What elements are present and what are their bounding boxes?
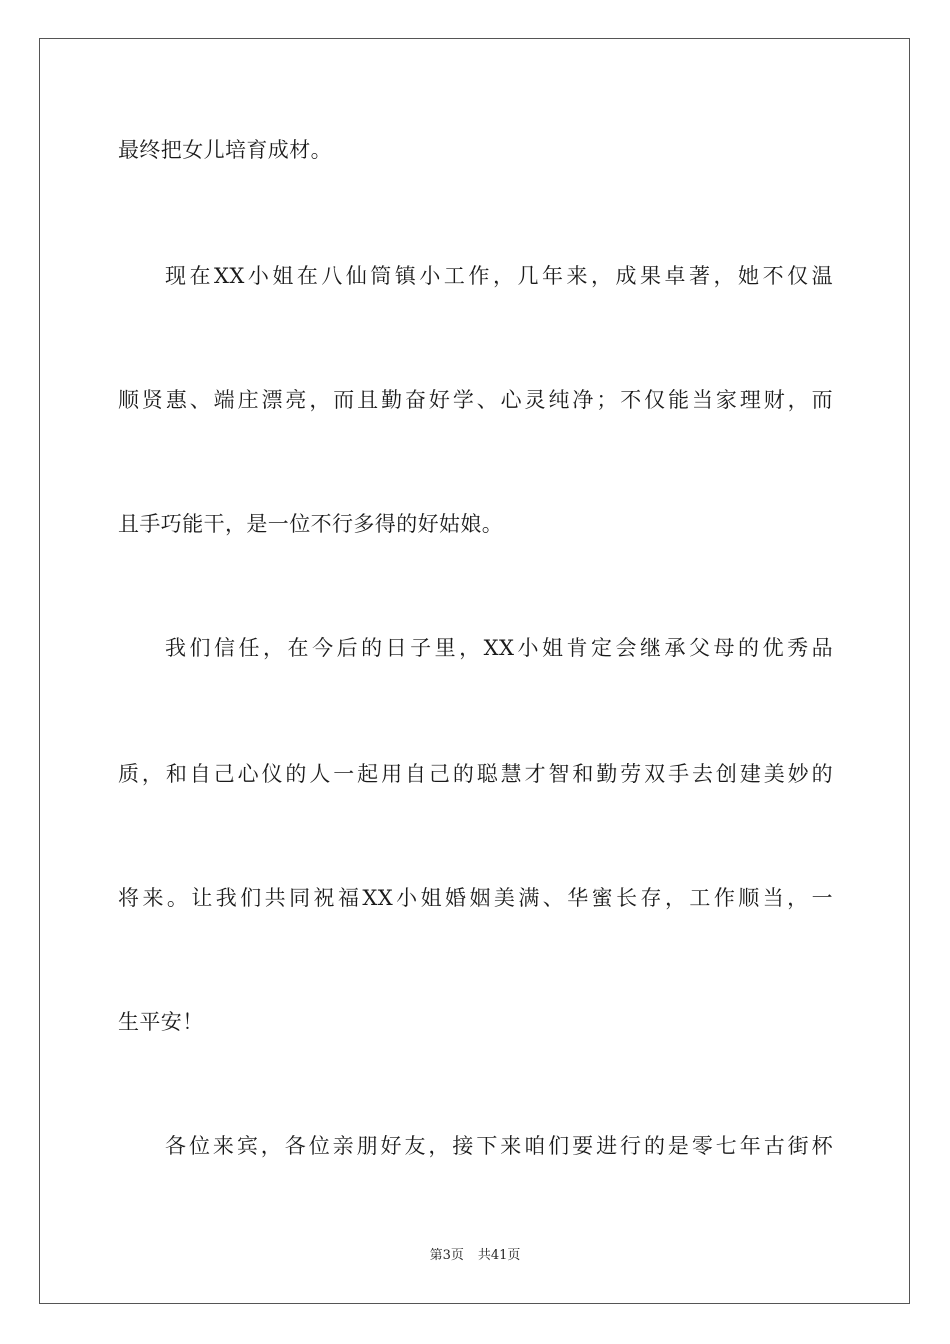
paragraph-line-9: 各位来宾，各位亲朋好友，接下来咱们要进行的是零七年古街杯 [165,1134,833,1158]
paragraph-line-5: 我们信任，在今后的日子里，XX小姐肯定会继承父母的优秀品 [165,636,833,660]
page-border [39,38,910,1304]
paragraph-line-8: 生平安！ [118,1010,204,1034]
paragraph-line-6: 质，和自己心仪的人一起用自己的聪慧才智和勤劳双手去创建美妙的 [118,762,833,786]
page-footer [0,1247,950,1265]
paragraph-line-1: 最终把女儿培育成材。 [118,138,332,162]
page-total: 共41页 [477,1248,521,1263]
paragraph-line-3: 顺贤惠、端庄漂亮，而且勤奋好学、心灵纯净；不仅能当家理财，而 [118,388,833,412]
paragraph-line-2: 现在XX小姐在八仙筒镇小工作，几年来，成果卓著，她不仅温 [165,264,833,288]
paragraph-line-7: 将来。让我们共同祝福XX小姐婚姻美满、华蜜长存，工作顺当，一 [118,886,833,910]
page-number: 第3页 [429,1248,464,1263]
paragraph-line-4: 且手巧能干，是一位不行多得的好姑娘。 [118,512,504,536]
